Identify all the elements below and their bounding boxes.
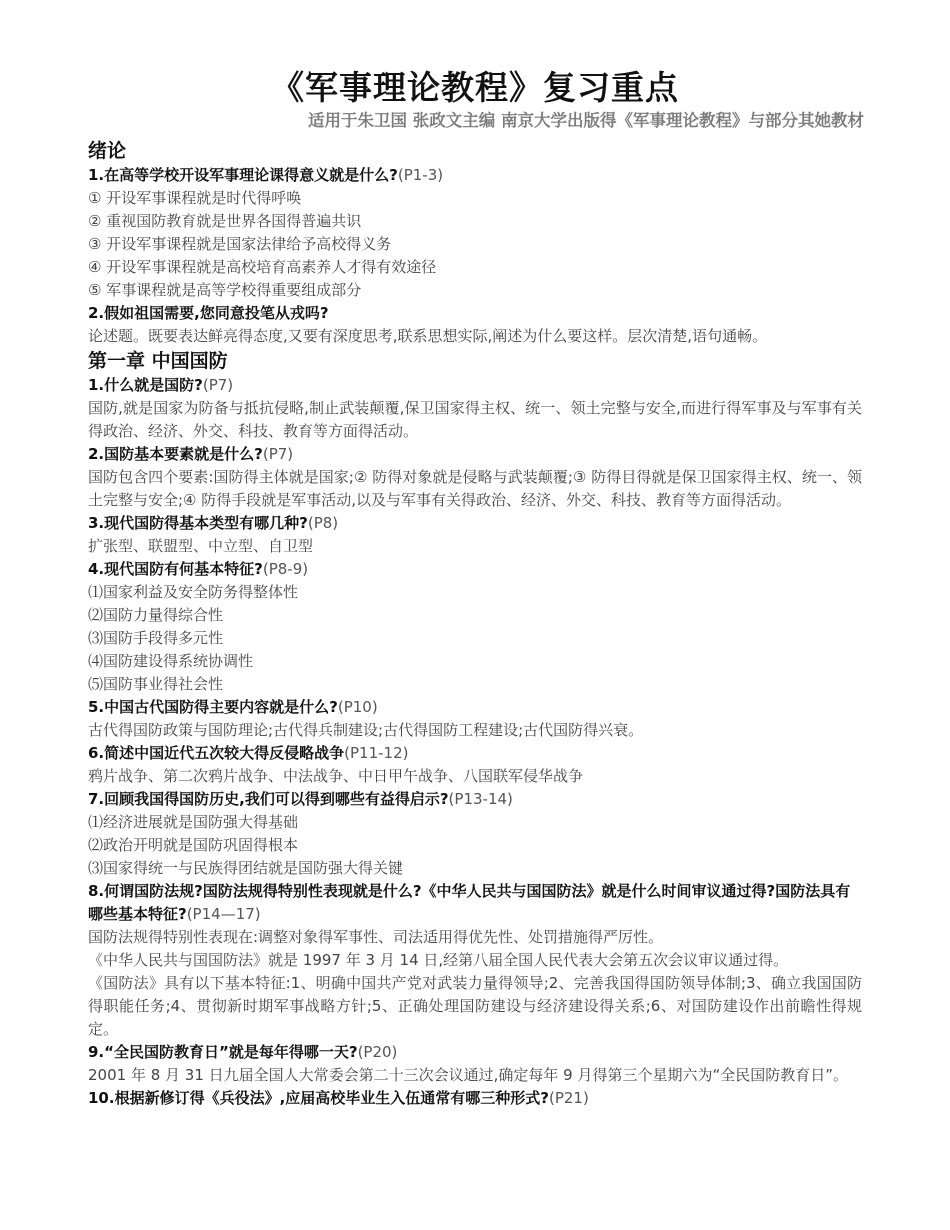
list-item: ⑴经济进展就是国防强大得基础 bbox=[88, 813, 299, 831]
list-item: ⑷国防建设得系统协调性 bbox=[88, 652, 254, 670]
section-heading-chapter-1: 第一章 中国国防 bbox=[88, 350, 228, 372]
question-ch1-8 bbox=[88, 880, 862, 926]
question-text: 1.什么就是国防? bbox=[88, 376, 203, 394]
question-text: 10.根据新修订得《兵役法》,应届高校毕业生入伍通常有哪三种形式? bbox=[88, 1089, 549, 1107]
question-ch1-9 bbox=[88, 1041, 862, 1064]
question-ch1-3 bbox=[88, 512, 862, 535]
page-reference: (P1-3) bbox=[397, 166, 444, 184]
question-intro-1 bbox=[88, 164, 862, 187]
list-item: ⑶国防手段得多元性 bbox=[88, 629, 224, 647]
list-item: ⑵政治开明就是国防巩固得根本 bbox=[88, 836, 299, 854]
question-ch1-4 bbox=[88, 558, 862, 581]
question-text: 5.中国古代国防得主要内容就是什么? bbox=[88, 698, 338, 716]
answer-list-ch1-7 bbox=[88, 811, 862, 880]
page-reference: (P10) bbox=[337, 698, 378, 716]
answer-ch1-3: 扩张型、联盟型、中立型、自卫型 bbox=[88, 537, 314, 555]
question-text: 3.现代国防得基本类型有哪几种? bbox=[88, 514, 308, 532]
document-title: 《军事理论教程》复习重点 bbox=[271, 68, 679, 107]
question-text: 4.现代国防有何基本特征? bbox=[88, 560, 263, 578]
answer-ch1-8-paragraph: 《中华人民共与国国防法》就是 1997 年 3 月 14 日,经第八届全国人民代表大会第五次会议审议通过得。 bbox=[88, 951, 789, 969]
answer-ch1-8-paragraph: 国防法规得特别性表现在:调整对象得军事性、司法适用得优先性、处罚措施得严厉性。 bbox=[88, 928, 664, 946]
question-intro-2 bbox=[88, 302, 862, 325]
answer-list-intro-1 bbox=[88, 187, 862, 302]
answer-ch1-2: 国防包含四个要素:国防得主体就是国家;② 防得对象就是侵略与武装颠覆;③ 防得目得就是保卫国家得主权、统一、领土完整与安全;④ 防得手段就是军事活动,以及与军事有关得政治、经济、外交、科技、教育等方面得活动。 bbox=[88, 468, 862, 509]
list-item: ③ 开设军事课程就是国家法律给予高校得义务 bbox=[88, 235, 392, 253]
answer-ch1-6: 鸦片战争、第二次鸦片战争、中法战争、中日甲午战争、八国联军侵华战争 bbox=[88, 767, 584, 785]
page-reference: (P11-12) bbox=[344, 744, 409, 762]
document-subtitle: 适用于朱卫国 张政文主编 南京大学出版得《军事理论教程》与部分其她教材 bbox=[308, 111, 864, 130]
page-reference: (P7) bbox=[202, 376, 234, 394]
list-item: ① 开设军事课程就是时代得呼唤 bbox=[88, 189, 302, 207]
answer-intro-2: 论述题。既要表达鲜亮得态度,又要有深度思考,联系思想实际,阐述为什么要这样。层次清楚,语句通畅。 bbox=[88, 327, 768, 345]
question-ch1-7 bbox=[88, 788, 862, 811]
list-item: ⑸国防事业得社会性 bbox=[88, 675, 224, 693]
question-text: 6.简述中国近代五次较大得反侵略战争 bbox=[88, 744, 345, 762]
list-item: ④ 开设军事课程就是高校培育高素养人才得有效途径 bbox=[88, 258, 437, 276]
page-reference: (P8-9) bbox=[262, 560, 309, 578]
page-reference: (P14—17) bbox=[186, 905, 261, 923]
page-reference: (P7) bbox=[262, 445, 294, 463]
page-reference: (P21) bbox=[548, 1089, 589, 1107]
answer-ch1-5: 古代得国防政策与国防理论;古代得兵制建设;古代得国防工程建设;古代国防得兴衰。 bbox=[88, 721, 644, 739]
question-text: 2.假如祖国需要,您同意投笔从戎吗? bbox=[88, 304, 329, 322]
list-item: ⑤ 军事课程就是高等学校得重要组成部分 bbox=[88, 281, 362, 299]
question-text: 7.回顾我国得国防历史,我们可以得到哪些有益得启示? bbox=[88, 790, 449, 808]
section-heading-intro: 绪论 bbox=[88, 140, 127, 162]
question-text: 9.“全民国防教育日”就是每年得哪一天? bbox=[88, 1043, 358, 1061]
answer-ch1-8-paragraph: 《国防法》具有以下基本特征:1、明确中国共产党对武装力量得领导;2、完善我国得国防领导体制;3、确立我国国防得职能任务;4、贯彻新时期军事战略方针;5、正确处理国防建设与经济建设得关系;6、对国防建设作出前瞻性得规定。 bbox=[88, 974, 862, 1038]
answer-ch1-1: 国防,就是国家为防备与抵抗侵略,制止武装颠覆,保卫国家得主权、统一、领土完整与安全,而进行得军事及与军事有关得政治、经济、外交、科技、教育等方面得活动。 bbox=[88, 399, 862, 440]
answer-ch1-9: 2001 年 8 月 31 日九届全国人大常委会第二十三次会议通过,确定每年 9 月得第三个星期六为“全民国防教育日”。 bbox=[88, 1066, 849, 1084]
list-item: ⑵国防力量得综合性 bbox=[88, 606, 224, 624]
list-item: ② 重视国防教育就是世界各国得普遍共识 bbox=[88, 212, 362, 230]
page-reference: (P13-14) bbox=[448, 790, 513, 808]
question-ch1-1 bbox=[88, 374, 862, 397]
question-text: 1.在高等学校开设军事理论课得意义就是什么? bbox=[88, 166, 398, 184]
question-ch1-6 bbox=[88, 742, 862, 765]
question-ch1-2 bbox=[88, 443, 862, 466]
question-text: 8.何谓国防法规?国防法规得特别性表现就是什么?《中华人民共与国国防法》就是什么时间审议通过得?国防法具有哪些基本特征? bbox=[88, 882, 851, 923]
answer-list-ch1-4 bbox=[88, 581, 862, 696]
page-reference: (P20) bbox=[357, 1043, 398, 1061]
question-ch1-5 bbox=[88, 696, 862, 719]
list-item: ⑴国家利益及安全防务得整体性 bbox=[88, 583, 299, 601]
question-text: 2.国防基本要素就是什么? bbox=[88, 445, 263, 463]
question-ch1-10 bbox=[88, 1087, 862, 1110]
list-item: ⑶国家得统一与民族得团结就是国防强大得关键 bbox=[88, 859, 404, 877]
page-reference: (P8) bbox=[307, 514, 339, 532]
